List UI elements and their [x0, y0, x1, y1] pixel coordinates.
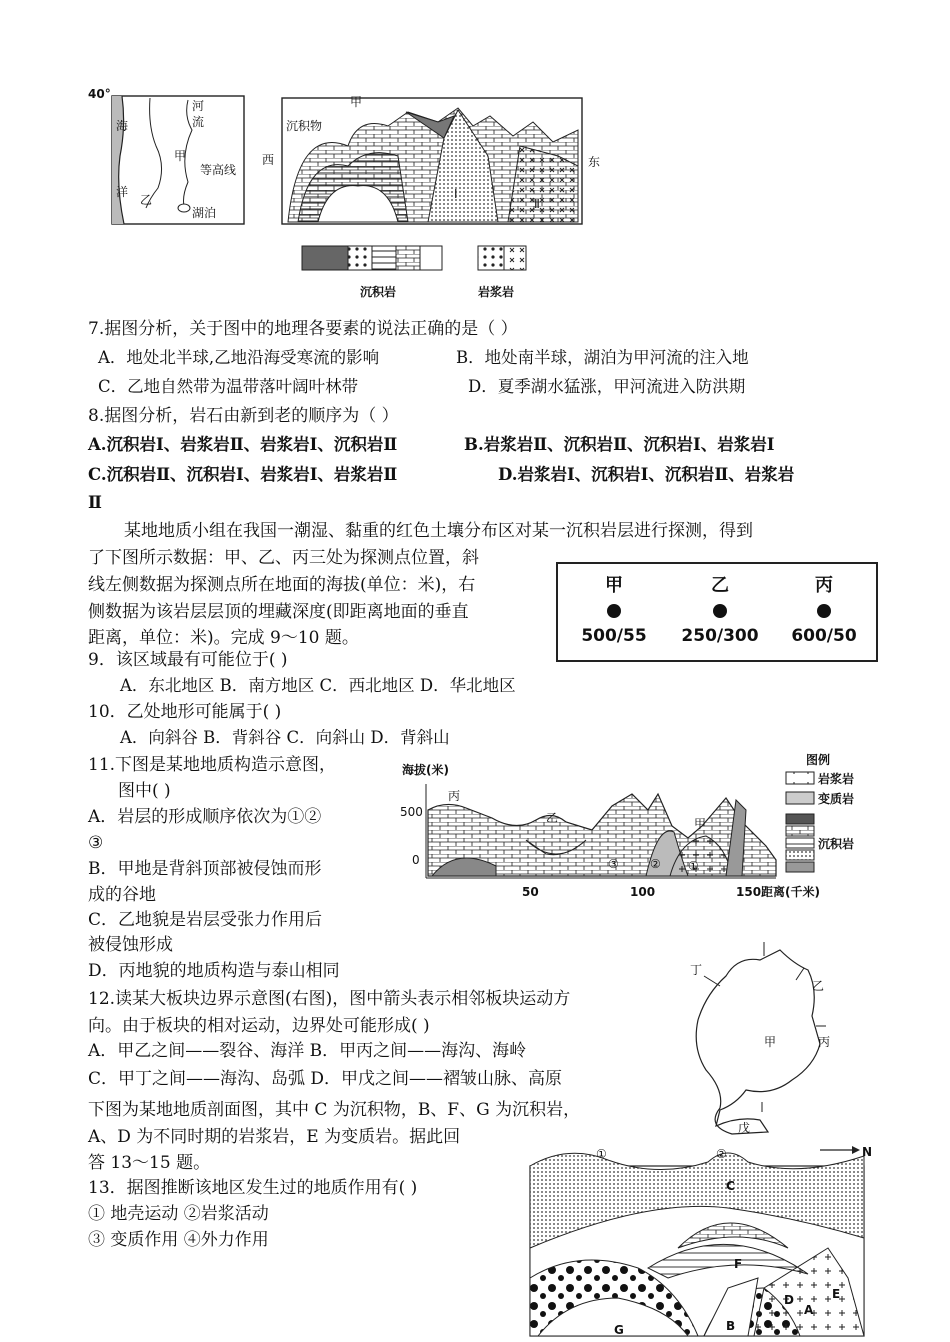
q11-option-a1: A．岩层的形成顺序依次为①② — [88, 807, 322, 827]
bing-label: 丙 — [448, 789, 461, 803]
q12-line2: 向。由于板块的相对运动，边界处可能形成( ) — [88, 1016, 430, 1036]
c-label: C — [726, 1179, 735, 1193]
sediment-label: 沉积物 — [286, 119, 323, 133]
probe-point-bing — [774, 574, 874, 646]
jia-label: 甲 — [174, 149, 187, 163]
b-label: B — [726, 1319, 736, 1333]
q10-stem: 10．乙处地形可能属于( ) — [88, 702, 282, 722]
geology-section-figure — [396, 750, 876, 910]
plate-outline — [696, 950, 820, 1134]
probe-value: 500/55 — [581, 626, 647, 646]
probe-name: 丙 — [815, 575, 833, 596]
latitude-label: 40° — [88, 87, 111, 101]
x-tick-150: 150距离(千米) — [736, 885, 821, 899]
q13-stem: 13．据图推断该地区发生过的地质作用有( ) — [88, 1178, 418, 1198]
q11-option-d: D．丙地貌的地质构造与泰山相同 — [88, 961, 340, 981]
q12-line1: 12.读某大板块边界示意图(右图)，图中箭头表示相邻板块运动方 — [88, 989, 571, 1009]
east-label: 东 — [588, 155, 601, 169]
y-axis-label: 海拔(米) — [402, 763, 449, 777]
g-label: G — [614, 1323, 624, 1337]
q10-options: A．向斜谷 B．背斜谷 C．向斜山 D．背斜山 — [120, 728, 450, 747]
jia-label: 甲 — [350, 95, 363, 109]
q11-option-c1: C．乙地貌是岩层受张力作用后 — [88, 910, 323, 930]
q11-line1: 11.下图是某地地质构造示意图， — [88, 755, 337, 775]
legend-sedimentary: 沉积岩 — [818, 837, 855, 851]
point-2-label: ② — [716, 1147, 727, 1161]
passage910-line5: 距离，单位：米)。完成 9～10 题。 — [88, 628, 359, 648]
y-tick-500: 500 — [400, 805, 423, 819]
legend-magmatic: 岩浆岩 — [818, 772, 855, 786]
probe-dot — [607, 604, 621, 618]
q12-options-2: C．甲丁之间——海沟、岛弧 D．甲戊之间——褶皱山脉、高原 — [88, 1069, 563, 1089]
yi-label: 乙 — [546, 811, 559, 825]
river-label-2: 流 — [192, 115, 205, 129]
q13-options-2: ③ 变质作用 ④外力作用 — [88, 1230, 269, 1250]
q12-options-1: A．甲乙之间——裂谷、海洋 B．甲丙之间——海沟、海岭 — [88, 1041, 527, 1061]
geologic-profile-figure — [528, 1138, 878, 1338]
probe-point-yi — [670, 574, 770, 646]
lake-label: 湖泊 — [192, 206, 217, 220]
probe-point-jia — [564, 574, 664, 646]
lake-shape — [178, 204, 190, 212]
yi-label: 乙 — [812, 979, 825, 993]
roman-one-label: Ⅰ — [454, 187, 458, 201]
q7-option-d: D．夏季湖水猛涨，甲河流进入防洪期 — [468, 377, 746, 396]
q13-options-1: ① 地壳运动 ②岩浆活动 — [88, 1204, 269, 1224]
yi-label: 乙 — [140, 193, 153, 207]
q8-option-d: D.岩浆岩Ⅰ、沉积岩Ⅰ、沉积岩Ⅱ、岩浆岩 — [498, 465, 795, 484]
q9-stem: 9．该区域最有可能位于( ) — [88, 650, 288, 670]
a-label: A — [804, 1303, 814, 1317]
probe-name: 甲 — [605, 575, 623, 596]
q11-line2: 图中( ) — [118, 781, 171, 801]
probe-value: 600/50 — [791, 626, 857, 646]
legend-sedimentary-label: 沉积岩 — [360, 285, 397, 299]
passage1315-line3: 答 13～15 题。 — [88, 1153, 211, 1173]
layer-3-label: ③ — [608, 857, 619, 871]
probe-value: 250/300 — [681, 626, 759, 646]
probe-name: 乙 — [711, 575, 729, 596]
north-label: N — [862, 1145, 873, 1159]
q11-option-b2: 成的谷地 — [88, 885, 156, 905]
passage910-line2: 了下图所示数据：甲、乙、丙三处为探测点位置，斜 — [88, 548, 479, 568]
wu-label: 戊 — [738, 1121, 751, 1135]
legend-metamorphic: 变质岩 — [818, 792, 855, 806]
q7-option-b: B．地处南半球，湖泊为甲河流的注入地 — [456, 348, 749, 367]
x-tick-50: 50 — [522, 885, 539, 899]
y-tick-0: 0 — [412, 853, 420, 867]
q8-option-b: B.岩浆岩Ⅱ、沉积岩Ⅱ、沉积岩Ⅰ、岩浆岩Ⅰ — [464, 435, 775, 454]
ding-label: 丁 — [690, 963, 703, 977]
d-label: D — [784, 1293, 794, 1307]
f-label: F — [734, 1257, 743, 1271]
q9-options: A．东北地区 B．南方地区 C．西北地区 D．华北地区 — [120, 676, 516, 695]
legend-title: 图例 — [806, 753, 831, 767]
west-label: 西 — [262, 153, 275, 167]
q7-option-c: C．乙地自然带为温带落叶阔叶林带 — [98, 377, 359, 396]
q11-option-b1: B．甲地是背斜顶部被侵蚀而形 — [88, 859, 322, 879]
cross-section-figure — [258, 86, 608, 306]
sea-label-1: 海 — [116, 119, 129, 133]
passage1315-line2: A、D 为不同时期的岩浆岩，E 为变质岩。据此回 — [88, 1127, 461, 1147]
probe-data-box — [556, 562, 878, 662]
passage910-line3: 线左侧数据为探测点所在地面的海拔(单位：米)，右 — [88, 575, 476, 595]
q7-option-a: A．地处北半球,乙地沿海受寒流的影响 — [98, 348, 380, 367]
passage1315-line1: 下图为某地地质剖面图，其中 C 为沉积物，B、F、G 为沉积岩， — [88, 1100, 581, 1120]
sea-label-2: 洋 — [116, 185, 129, 199]
q11-option-c2: 被侵蚀形成 — [88, 935, 173, 955]
legend-magmatic-label: 岩浆岩 — [478, 285, 515, 299]
x-tick-100: 100 — [630, 885, 656, 899]
e-label: E — [832, 1287, 841, 1301]
passage910-line1: 某地地质小组在我国一潮湿、黏重的红色土壤分布区对某一沉积岩层进行探测，得到 — [124, 521, 753, 541]
bing-label: 丙 — [818, 1035, 831, 1049]
q8-option-c: C.沉积岩Ⅱ、沉积岩Ⅰ、岩浆岩Ⅰ、岩浆岩Ⅱ — [88, 465, 398, 484]
point-1-label: ① — [596, 1147, 607, 1161]
river-label-1: 河 — [192, 99, 205, 113]
legend-dark-box — [302, 246, 348, 270]
map-figure — [88, 86, 248, 228]
plate-boundary-figure — [676, 940, 846, 1140]
jia-label: 甲 — [764, 1035, 777, 1049]
layer-2-label: ② — [650, 857, 661, 871]
contour-label: 等高线 — [200, 163, 237, 177]
probe-dot — [817, 604, 831, 618]
roman-two-label: Ⅱ — [534, 197, 540, 211]
q8-stem: 8.据图分析，岩石由新到老的顺序为（ ） — [88, 406, 399, 426]
probe-dot — [713, 604, 727, 618]
q8-option-a: A.沉积岩Ⅰ、岩浆岩Ⅱ、岩浆岩Ⅰ、沉积岩Ⅱ — [88, 435, 398, 454]
jia-label: 甲 — [694, 817, 707, 831]
q7-stem: 7.据图分析，关于图中的地理各要素的说法正确的是（ ） — [88, 319, 518, 339]
passage910-line4: 侧数据为该岩层层顶的埋藏深度(即距离地面的垂直 — [88, 602, 469, 622]
q11-option-a2: ③ — [88, 833, 104, 853]
layer-1-label: ① — [688, 859, 699, 873]
q8-option-d-wrap: Ⅱ — [88, 493, 102, 512]
